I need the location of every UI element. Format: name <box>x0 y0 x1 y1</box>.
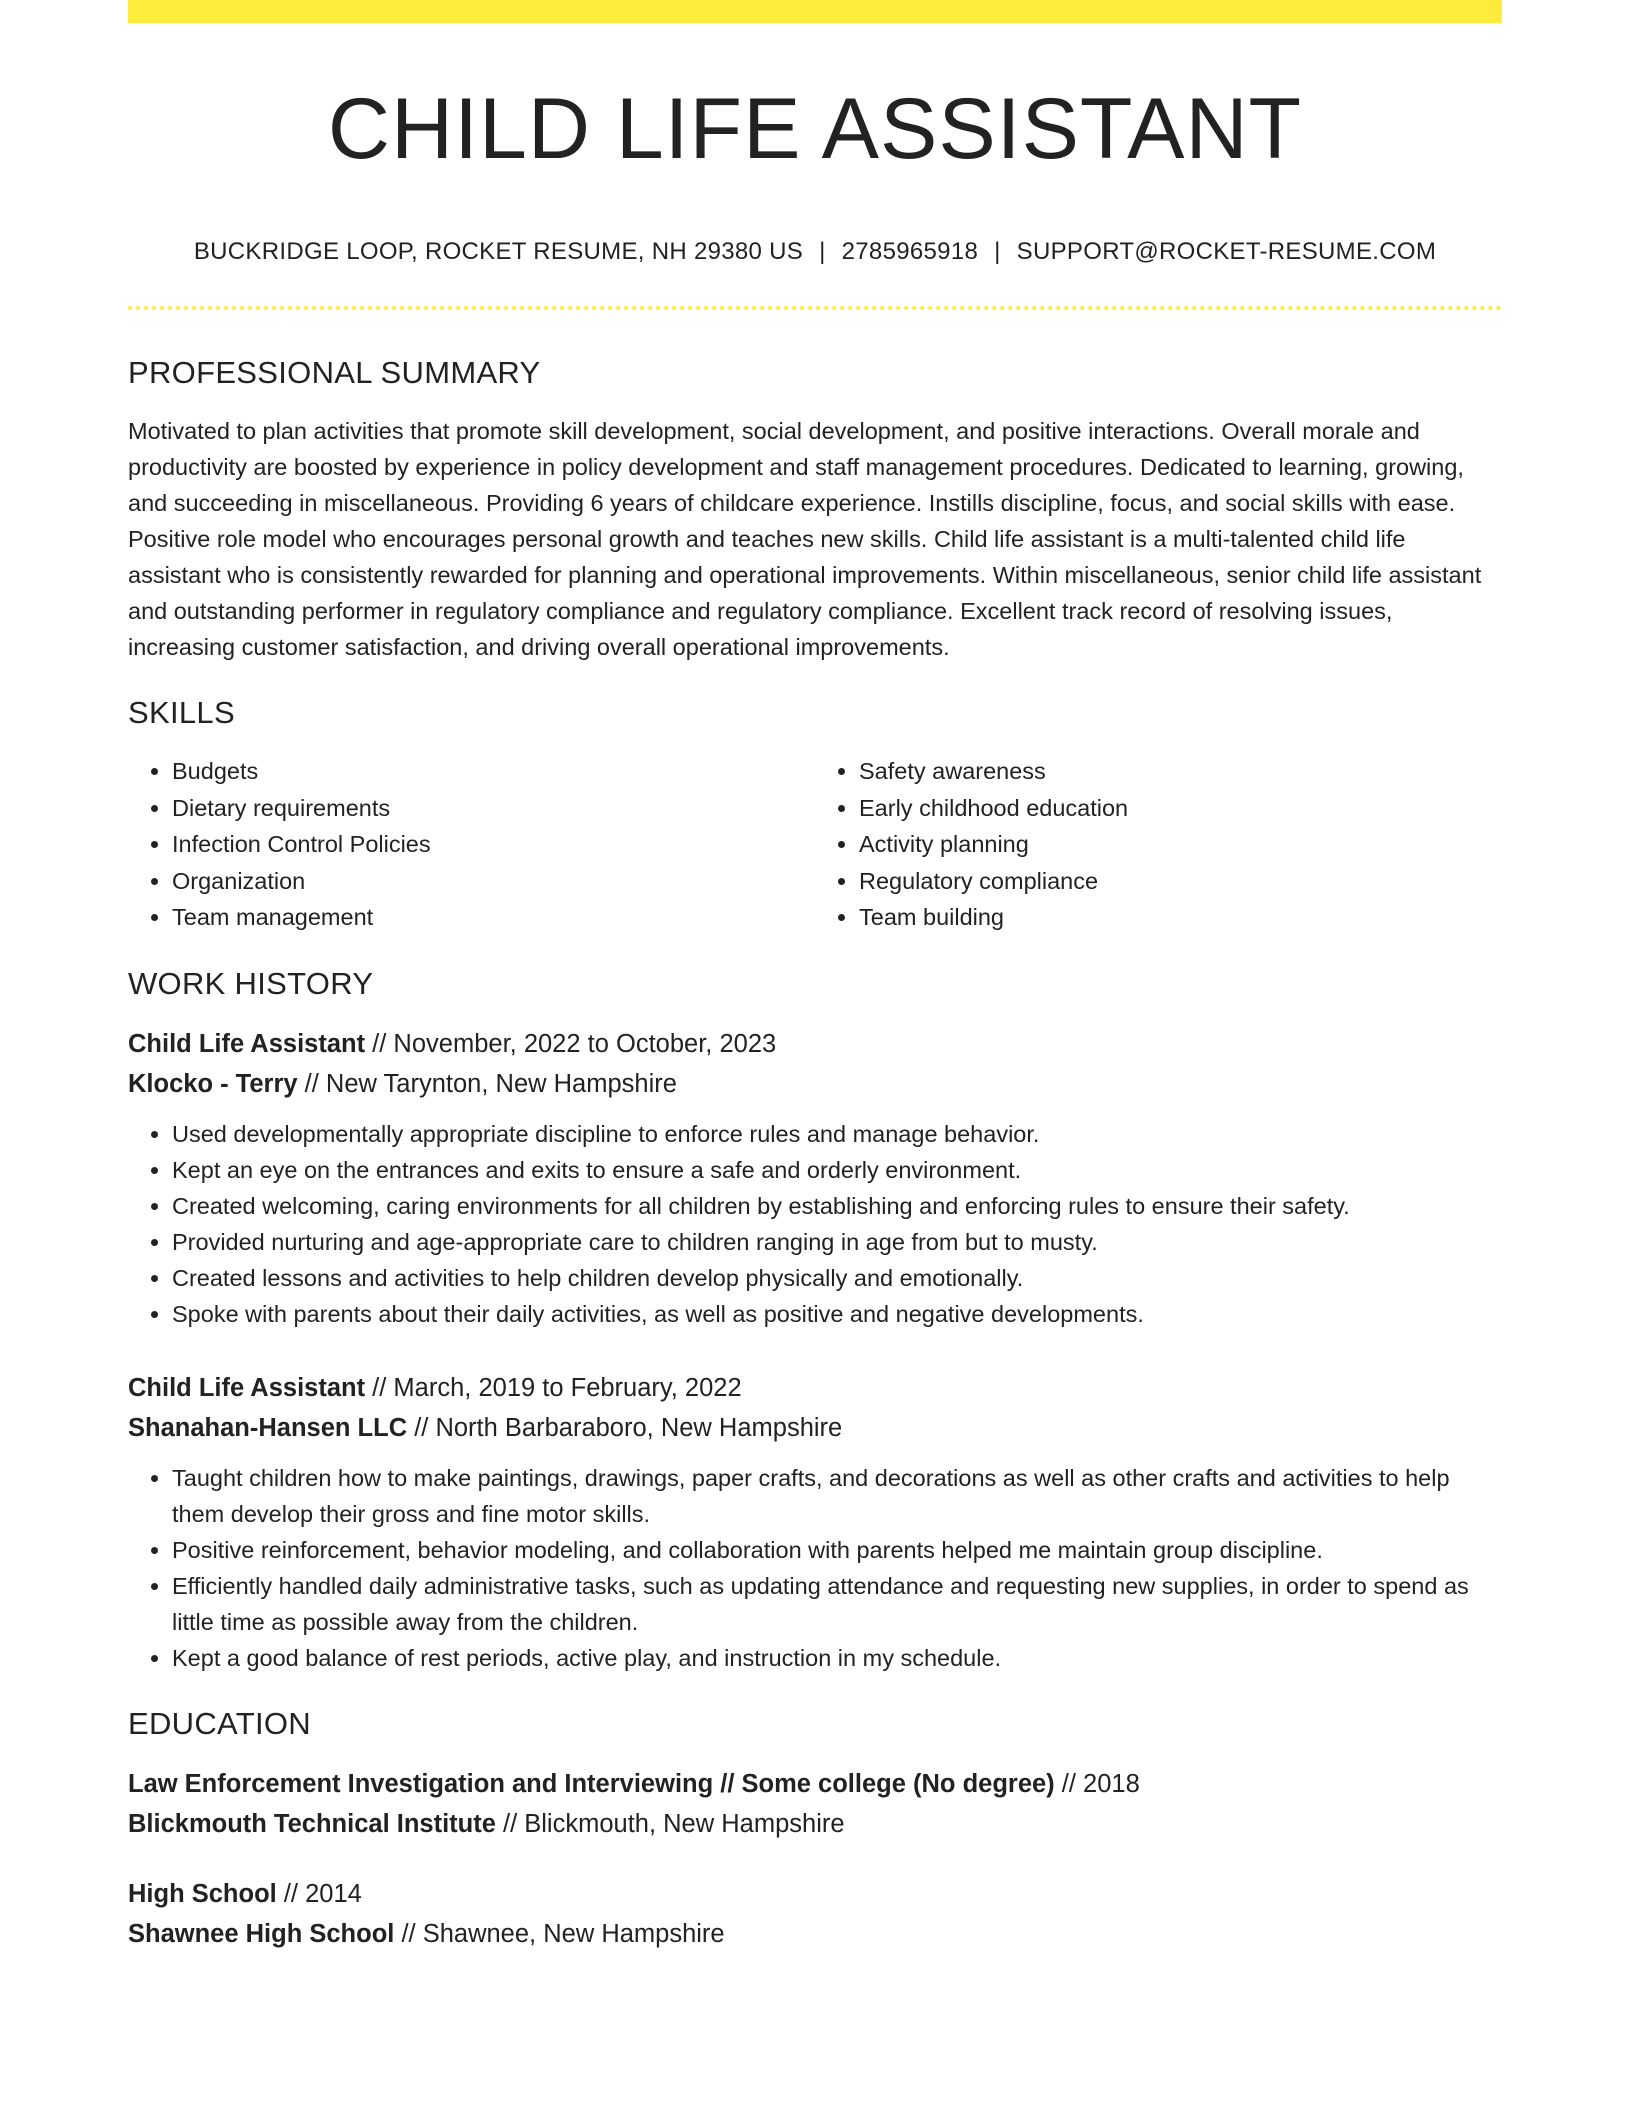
job-company-line <box>128 1064 1502 1104</box>
job-entry <box>128 1024 1502 1332</box>
job-company: Shanahan-Hansen LLC <box>128 1413 408 1442</box>
summary-heading: PROFESSIONAL SUMMARY <box>128 355 541 390</box>
job-bullet: • Provided nurturing and age-appropriate care to children ranging in age from but to musty. <box>172 1224 1502 1260</box>
skill-item: • Organization <box>172 863 815 900</box>
job-bullet: • Created lessons and activities to help children develop physically and emotionally. <box>172 1260 1502 1296</box>
job-bullet: • Used developmentally appropriate discipline to enforce rules and manage behavior. <box>172 1116 1502 1152</box>
education-school-line <box>128 1804 1502 1844</box>
job-bullet: • Efficiently handled daily administrative tasks, such as updating attendance and requesting new supplies, in order to spend as little time as possible away from the children. <box>172 1568 1502 1640</box>
job-dates: // March, 2019 to February, 2022 <box>365 1373 742 1402</box>
job-role: Child Life Assistant <box>128 1373 366 1402</box>
job-bullet: • Created welcoming, caring environments for all children by establishing and enforcing rules to ensure their safety. <box>172 1188 1502 1224</box>
job-bullet: • Kept an eye on the entrances and exits to ensure a safe and orderly environment. <box>172 1152 1502 1188</box>
job-location: // New Tarynton, New Hampshire <box>297 1069 677 1098</box>
skill-item: • Early childhood education <box>859 790 1502 827</box>
skill-item: • Dietary requirements <box>172 790 815 827</box>
job-bullet: • Spoke with parents about their daily activities, as well as positive and negative developments. <box>172 1296 1502 1332</box>
skill-item: • Safety awareness <box>859 753 1502 790</box>
job-location: // North Barbaraboro, New Hampshire <box>407 1413 843 1442</box>
education-location: // Shawnee, New Hampshire <box>394 1919 725 1948</box>
contact-separator: | <box>994 238 1001 265</box>
job-bullets <box>128 1460 1502 1676</box>
job-role-line <box>128 1368 1502 1408</box>
skill-item: • Regulatory compliance <box>859 863 1502 900</box>
top-accent-bar <box>128 0 1502 23</box>
skill-item: • Budgets <box>172 753 815 790</box>
skill-item: • Team building <box>859 899 1502 936</box>
skill-item: • Activity planning <box>859 826 1502 863</box>
job-role: Child Life Assistant <box>128 1029 366 1058</box>
education-degree: Law Enforcement Investigation and Interviewing // Some college (No degree) <box>128 1769 1055 1798</box>
resume-content <box>128 355 1502 1984</box>
contact-email[interactable]: SUPPORT@ROCKET-RESUME.COM <box>1016 238 1437 265</box>
education-year: // 2014 <box>276 1879 362 1908</box>
skills-heading: SKILLS <box>128 695 235 730</box>
education-degree: High School <box>128 1879 277 1908</box>
education-school: Blickmouth Technical Institute <box>128 1809 496 1838</box>
contact-separator: | <box>819 238 826 265</box>
job-bullet: • Taught children how to make paintings, drawings, paper crafts, and decorations as well as other crafts and activities to help them develop their gross and fine motor skills. <box>172 1460 1502 1532</box>
education-entry <box>128 1764 1502 1844</box>
job-company-line <box>128 1408 1502 1448</box>
skill-item: • Infection Control Policies <box>172 826 815 863</box>
skill-item: • Team management <box>172 899 815 936</box>
job-bullet: • Positive reinforcement, behavior modeling, and collaboration with parents helped me maintain group discipline. <box>172 1532 1502 1568</box>
education-entry <box>128 1874 1502 1954</box>
job-bullet: • Kept a good balance of rest periods, active play, and instruction in my schedule. <box>172 1640 1502 1676</box>
summary-text: Motivated to plan activities that promote skill development, social development, and positive interactions. Overall morale and productivity are boosted by experience in policy development and staff management procedures. Dedicated to learning, growing, and succeeding in miscellaneous. Providing 6 years of childcare experience. Instills discipline, focus, and social skills with ease. Positive role model who encourages personal growth and teaches new skills. Child life assistant is a multi-talented child life assistant who is consistently rewarded for planning and operational improvements. Within miscellaneous, senior child life assistant and outstanding performer in regulatory compliance and regulatory compliance. Excellent track record of resolving issues, increasing customer satisfaction, and driving overall operational improvements. <box>128 418 1482 660</box>
job-bullets <box>128 1116 1502 1332</box>
job-company: Klocko - Terry <box>128 1069 298 1098</box>
contact-phone: 2785965918 <box>841 238 979 265</box>
contact-address: BUCKRIDGE LOOP, ROCKET RESUME, NH 29380 US <box>193 238 804 265</box>
work-history-heading: WORK HISTORY <box>128 965 374 1001</box>
education-degree-line <box>128 1874 1502 1914</box>
job-entry <box>128 1368 1502 1676</box>
dotted-divider <box>128 306 1502 310</box>
skills-column-right <box>815 753 1502 936</box>
education-location: // Blickmouth, New Hampshire <box>495 1809 845 1838</box>
education-year: // 2018 <box>1054 1769 1140 1798</box>
job-dates: // November, 2022 to October, 2023 <box>365 1029 777 1058</box>
education-heading: EDUCATION <box>128 1705 311 1741</box>
education-school: Shawnee High School <box>128 1919 395 1948</box>
skills-list <box>128 753 1502 936</box>
skills-column-left <box>128 753 815 936</box>
candidate-title: CHILD LIFE ASSISTANT <box>327 81 1303 177</box>
job-role-line <box>128 1024 1502 1064</box>
education-degree-line <box>128 1764 1502 1804</box>
contact-line <box>128 238 1502 266</box>
education-school-line <box>128 1914 1502 1954</box>
